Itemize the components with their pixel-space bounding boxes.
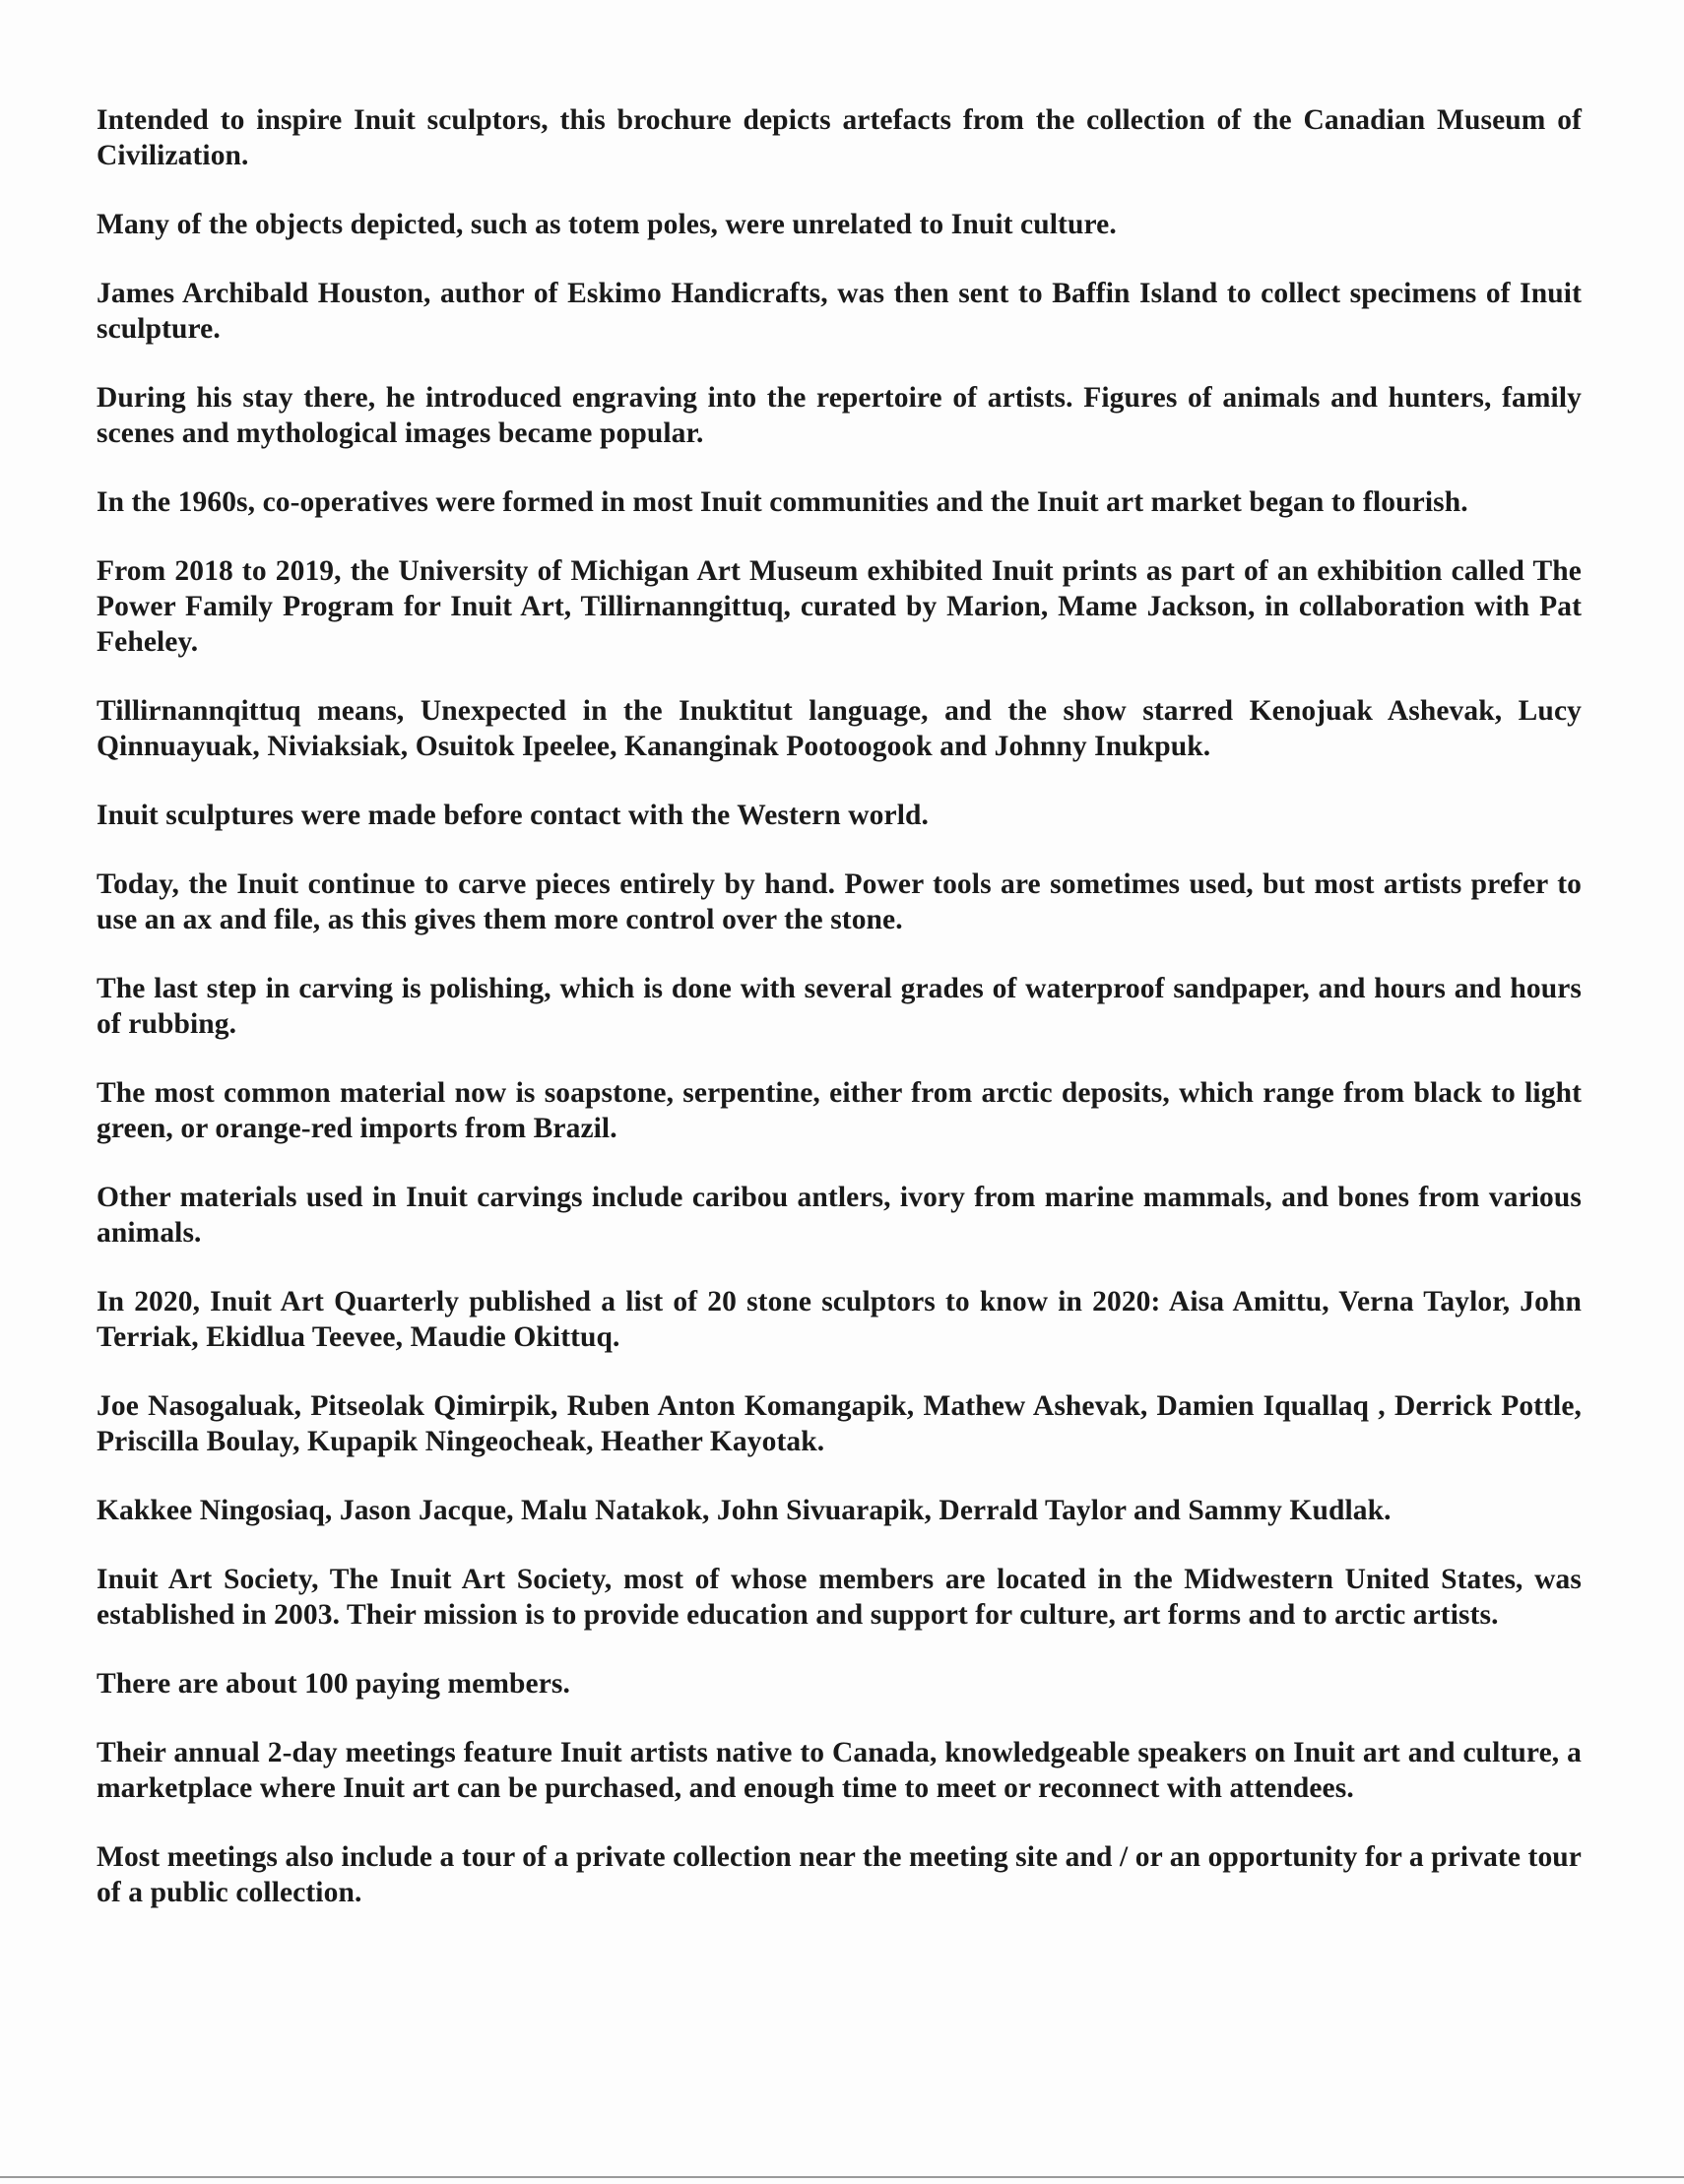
paragraph-6: From 2018 to 2019, the University of Michigan Art Museum exhibited Inuit prints as part of an exhibition called The Power Family Program for Inuit Art, Tillirnanngittuq, curated by Marion, Mame Jackson, in collaboration with Pat Feheley.: [97, 555, 1582, 658]
document-body: [97, 102, 1582, 1944]
paragraph-18: Their annual 2-day meetings feature Inuit artists native to Canada, knowledgeable speakers on Inuit art and culture, a marketplace where Inuit art can be purchased, and enough time to meet or reconnect with attendees.: [97, 1737, 1582, 1804]
paragraph-11: The most common material now is soapstone, serpentine, either from arctic deposits, which range from black to light green, or orange-red imports from Brazil.: [97, 1077, 1582, 1144]
paragraph-17: There are about 100 paying members.: [97, 1668, 570, 1700]
paragraph-8: Inuit sculptures were made before contact with the Western world.: [97, 800, 929, 831]
paragraph-15: Kakkee Ningosiaq, Jason Jacque, Malu Natakok, John Sivuarapik, Derrald Taylor and Sammy Kudlak.: [97, 1495, 1392, 1526]
paragraph-5: In the 1960s, co-operatives were formed in most Inuit communities and the Inuit art market began to flourish.: [97, 486, 1468, 518]
paragraph-10: The last step in carving is polishing, which is done with several grades of waterproof sandpaper, and hours and hours of rubbing.: [97, 973, 1582, 1040]
paragraph-1: Intended to inspire Inuit sculptors, this brochure depicts artefacts from the collection of the Canadian Museum of Civilization.: [97, 104, 1582, 171]
paragraph-14: Joe Nasogaluak, Pitseolak Qimirpik, Ruben Anton Komangapik, Mathew Ashevak, Damien Iquallaq , Derrick Pottle, Priscilla Boulay, Kupapik Ningeocheak, Heather Kayotak.: [97, 1390, 1582, 1457]
paragraph-7: Tillirnannqittuq means, Unexpected in the Inuktitut language, and the show starred Kenojuak Ashevak, Lucy Qinnuayuak, Niviaksiak, Osuitok Ipeelee, Kananginak Pootoogook and Johnny Inukpuk.: [97, 695, 1582, 762]
bottom-edge-line: [0, 2176, 1684, 2178]
paragraph-4: During his stay there, he introduced engraving into the repertoire of artists. Figures of animals and hunters, family scenes and mythological images became popular.: [97, 382, 1582, 449]
paragraph-16: Inuit Art Society, The Inuit Art Society, most of whose members are located in the Midwestern United States, was established in 2003. Their mission is to provide education and support for culture, art forms and to arctic artists.: [97, 1564, 1582, 1631]
paragraph-19: Most meetings also include a tour of a private collection near the meeting site and / or an opportunity for a private tour of a public collection.: [97, 1841, 1582, 1908]
paragraph-9: Today, the Inuit continue to carve pieces entirely by hand. Power tools are sometimes used, but most artists prefer to use an ax and file, as this gives them more control over the stone.: [97, 868, 1582, 935]
paragraph-13: In 2020, Inuit Art Quarterly published a list of 20 stone sculptors to know in 2020: Aisa Amittu, Verna Taylor, John Terriak, Ekidlua Teevee, Maudie Okittuq.: [97, 1286, 1582, 1353]
paragraph-3: James Archibald Houston, author of Eskimo Handicrafts, was then sent to Baffin Island to collect specimens of Inuit sculpture.: [97, 278, 1582, 345]
paragraph-2: Many of the objects depicted, such as totem poles, were unrelated to Inuit culture.: [97, 209, 1117, 240]
paragraph-12: Other materials used in Inuit carvings include caribou antlers, ivory from marine mammals, and bones from various animals.: [97, 1182, 1582, 1249]
